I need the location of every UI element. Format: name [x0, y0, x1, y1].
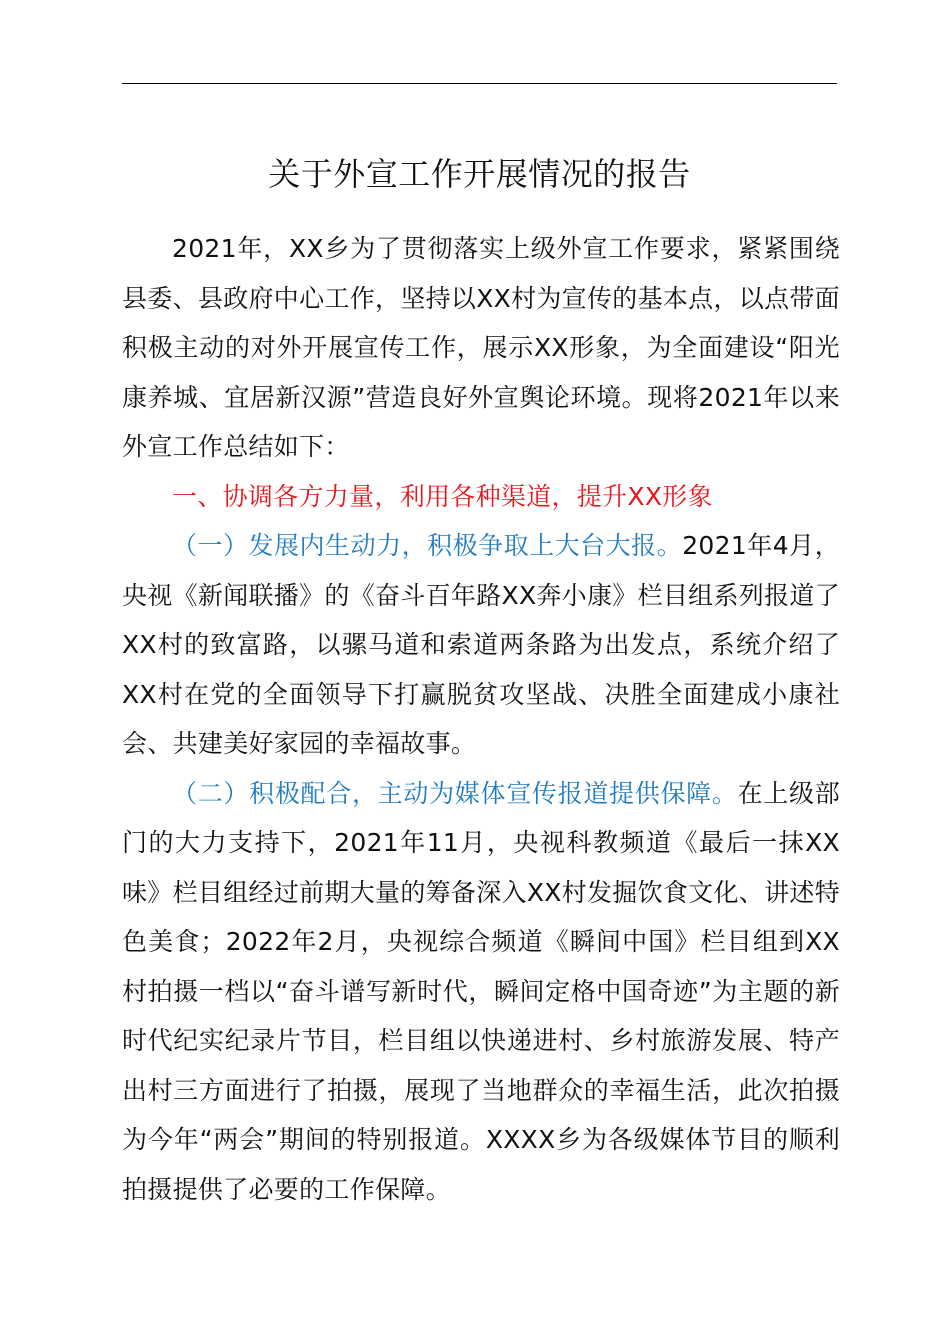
subsection-1-lead: （一）发展内生动力，积极争取上大台大报。 — [172, 531, 683, 560]
document-body — [122, 224, 840, 1214]
subsection-2-paragraph — [122, 769, 840, 1215]
document-title: 关于外宣工作开展情况的报告 — [268, 155, 691, 193]
header-rule — [122, 83, 837, 84]
subsection-2-body: 在上级部门的大力支持下，2021年11月，央视科教频道《最后一抹XX味》栏目组经过前期大量的筹备深入XX村发掘饮食文化、讲述特色美食；2022年2月，央视综合频道《瞬间中国》栏目组到XX村拍摄一档以“奋斗谱写新时代，瞬间定格中国奇迹”为主题的新时代纪实纪录片节目，栏目组以快递进村、乡村旅游发展、特产出村三方面进行了拍摄，展现了当地群众的幸福生活，此次拍摄为今年“两会”期间的特别报道。XXXX乡为各级媒体节目的顺利拍摄提供了必要的工作保障。 — [122, 778, 841, 1204]
section-heading-1: 一、协调各方力量，利用各种渠道，提升XX形象 — [172, 481, 713, 511]
subsection-1-body: 2021年4月，央视《新闻联播》的《奋斗百年路XX奔小康》栏目组系列报道了XX村的致富路，以骡马道和索道两条路为出发点，系统介绍了XX村在党的全面领导下打赢脱贫攻坚战、决胜全面建成小康社会、共建美好家园的幸福故事。 — [122, 531, 840, 758]
intro-paragraph: 2021年，XX乡为了贯彻落实上级外宣工作要求，紧紧围绕县委、县政府中心工作，坚持以XX村为宣传的基本点，以点带面积极主动的对外开展宣传工作，展示XX形象，为全面建设“阳光康养城、宜居新汉源”营造良好外宣舆论环境。现将2021年以来外宣工作总结如下： — [122, 234, 840, 461]
subsection-2-lead: （二）积极配合，主动为媒体宣传报道提供保障。 — [172, 778, 738, 808]
subsection-1-paragraph — [122, 521, 840, 769]
